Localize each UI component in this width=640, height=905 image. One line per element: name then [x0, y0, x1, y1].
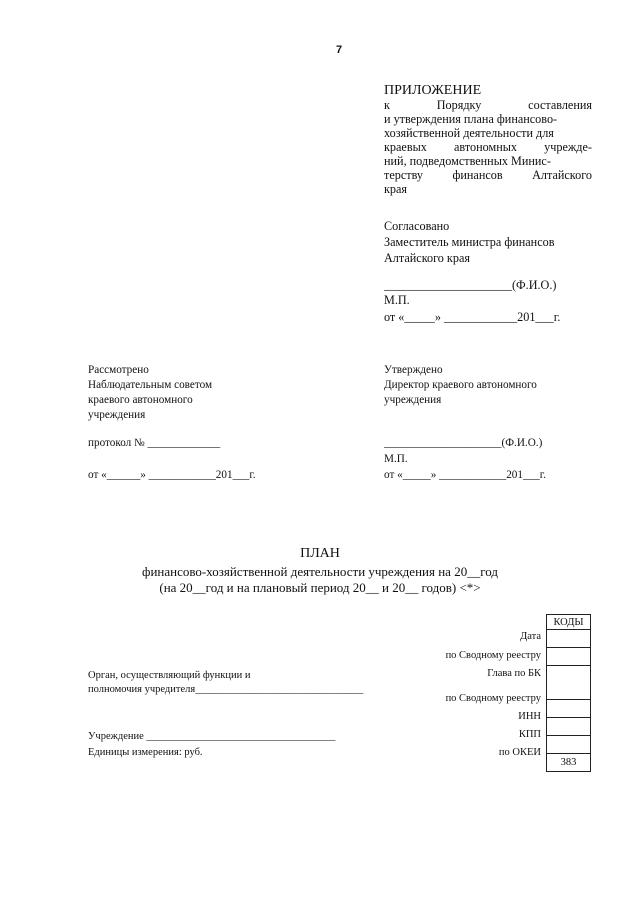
appendix-line: терству финансов Алтайского [384, 168, 592, 182]
plan-period: (на 20__год и на плановый период 20__ и 20__ годов) <*> [159, 580, 481, 595]
agreed-region: Алтайского края [384, 251, 470, 265]
appendix-line: хозяйственной деятельности для [384, 126, 554, 140]
approved-signature: _____________________(Ф.И.О.) [384, 437, 543, 449]
label-okei: по ОКЕИ [498, 747, 541, 758]
reviewed-institution: учреждения [88, 409, 146, 421]
agreed-date: от «_____» ____________201___г. [384, 310, 561, 324]
label-kpp: КПП [518, 729, 541, 740]
agreed-position: Заместитель министра финансов [384, 235, 555, 249]
appendix-line: краевых автономных учрежде- [384, 140, 592, 154]
code-cell-chapter[interactable] [547, 666, 591, 700]
approved-title: Утверждено [384, 364, 443, 376]
appendix-line: и утверждения плана финансово- [384, 112, 558, 126]
code-cell-kpp[interactable] [547, 736, 591, 754]
appendix-line: края [384, 182, 408, 196]
appendix-text [384, 98, 592, 196]
agreed-block [384, 218, 554, 266]
label-inn: ИНН [518, 711, 541, 722]
agreed-title: Согласовано [384, 219, 450, 233]
plan-subtitle: финансово-хозяйственной деятельности учреждения на 20__год [142, 564, 498, 579]
code-cell-registry[interactable] [547, 648, 591, 666]
approved-position: Директор краевого автономного [384, 379, 537, 391]
code-cell-date[interactable] [547, 630, 591, 648]
approved-stamp: М.П. [384, 453, 408, 465]
agreed-signature: _____________________(Ф.И.О.) [384, 278, 557, 292]
units-of-measure: Единицы измерения: руб. [88, 747, 203, 758]
label-date: Дата [520, 631, 541, 642]
reviewed-council: Наблюдательным советом [88, 379, 213, 391]
founder-organ-field [88, 669, 363, 697]
agreed-stamp: М.П. [384, 293, 410, 307]
label-registry-2: по Сводному реестру [445, 693, 541, 704]
appendix-line: ний, подведомственных Минис- [384, 154, 551, 168]
reviewed-institution-type: краевого автономного [88, 394, 193, 406]
code-cell-okei[interactable]: 383 [547, 754, 591, 772]
reviewed-title: Рассмотрено [88, 364, 149, 376]
reviewed-date: от «______» ____________201___г. [88, 469, 256, 481]
code-cell-registry-2[interactable] [547, 700, 591, 718]
codes-table [546, 614, 591, 772]
approved-block [384, 363, 537, 408]
codes-header: КОДЫ [547, 615, 591, 630]
appendix-line: к Порядку составления [384, 98, 592, 112]
label-chapter: Глава по БК [487, 668, 541, 679]
plan-title: ПЛАН [300, 546, 340, 561]
approved-date: от «_____» ____________201___г. [384, 469, 546, 481]
page-number: 7 [336, 44, 343, 56]
appendix-title: ПРИЛОЖЕНИЕ [384, 83, 482, 98]
founder-organ-line: полномочия учредителя________________________________ [88, 684, 364, 695]
reviewed-block [88, 363, 212, 423]
institution-field: Учреждение ____________________________________ [88, 731, 336, 742]
reviewed-protocol: протокол № _____________ [88, 437, 221, 449]
approved-institution: учреждения [384, 394, 442, 406]
code-cell-inn[interactable] [547, 718, 591, 736]
founder-organ-label: Орган, осуществляющий функции и [88, 670, 251, 681]
label-registry: по Сводному реестру [445, 650, 541, 661]
